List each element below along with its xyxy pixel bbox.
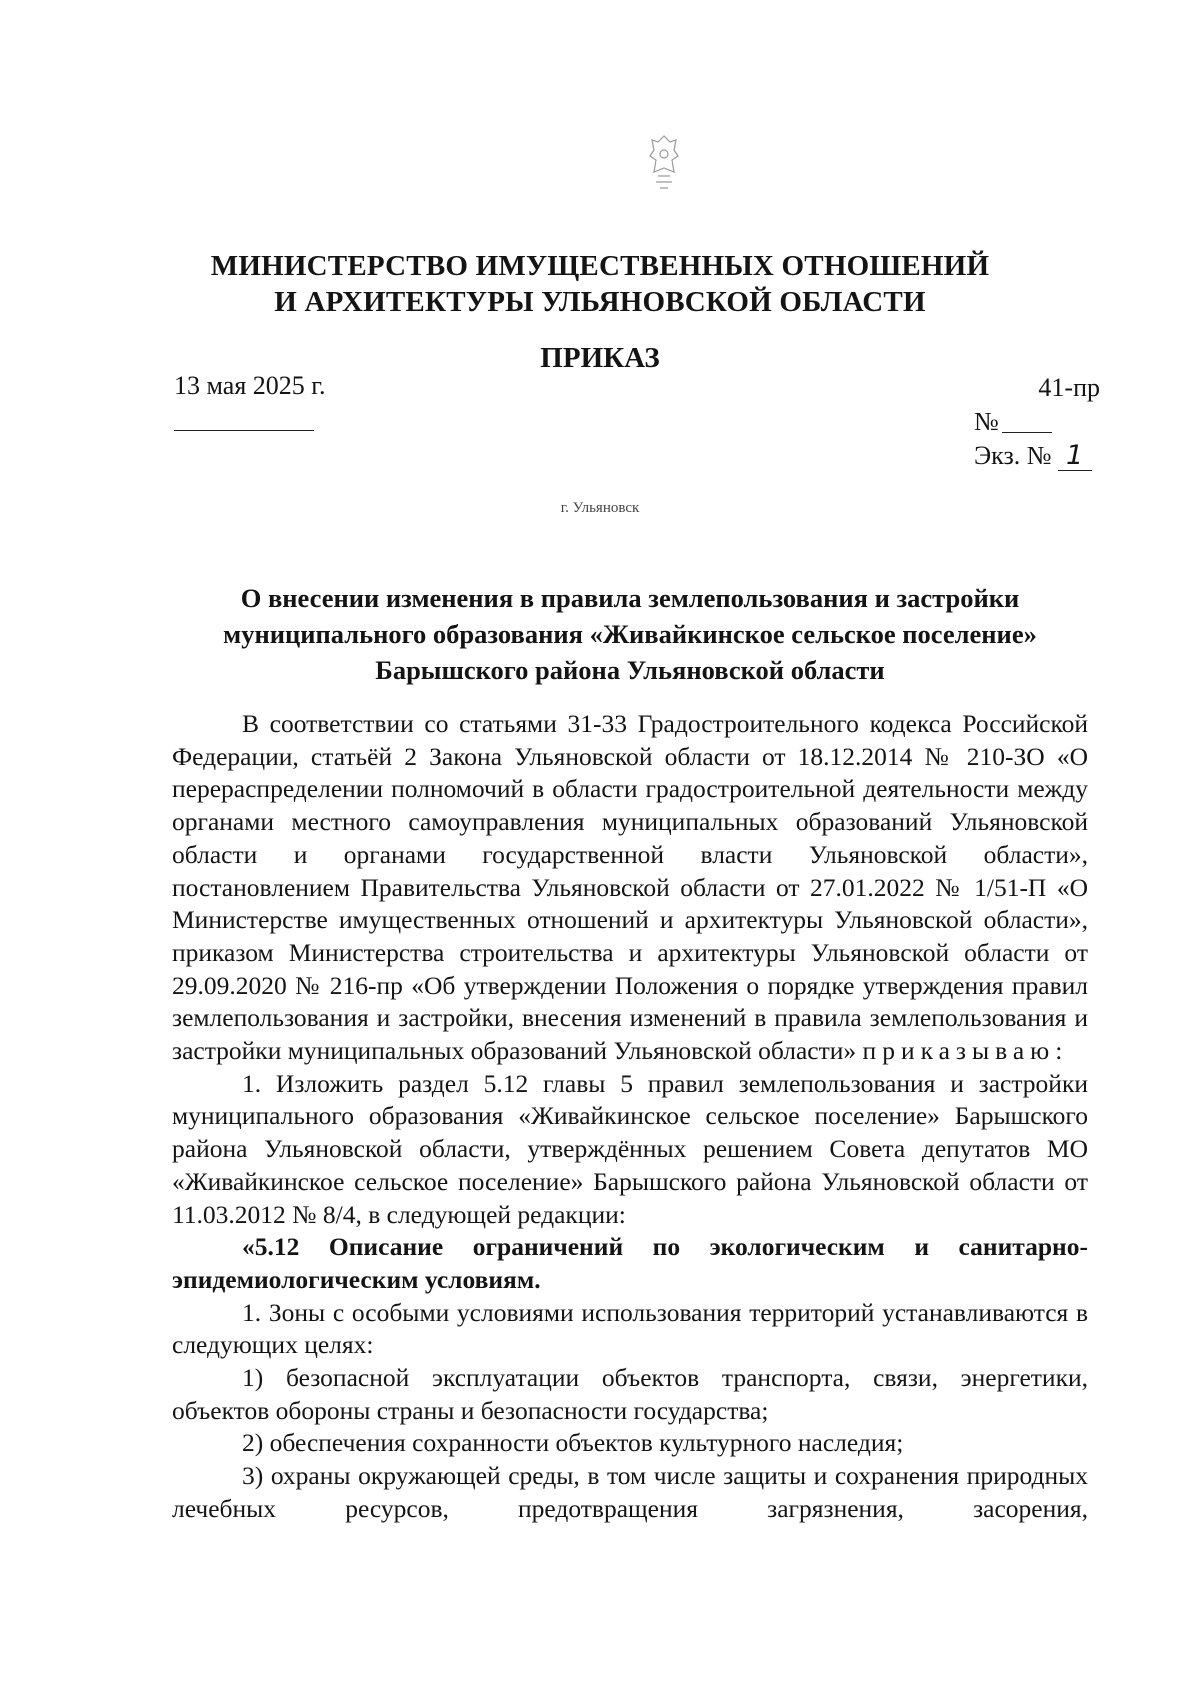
order-date: 13 мая 2025 г. bbox=[174, 371, 326, 400]
section-heading: «5.12 Описание ограничений по экологическим и санитарно-эпидемиологическим условиям. bbox=[172, 1232, 1088, 1294]
preamble-text: В соответствии со статьями 31-33 Градостроительного кодекса Российской Федерации, статьёй 2 Закона Ульяновской области от 18.12.2014 № 210-ЗО «О перераспределении полномочий в области градостроительной деятельности между органами местного самоуправления муниципальных образований Ульяновской области и органами государственной власти Ульяновской области», постановлением Правительства Ульяновской области от 27.01.2022 № 1/51-П «О Министерстве имущественных отношений и архитектуры Ульяновской области», приказом Министерства строительства и архитектуры Ульяновской области от 29.09.2020 № 216-пр «Об утверждении Положения о порядке утверждения правил землепользования и застройки, внесения изменений в правила землепользования и застройки муниципальных образований Ульяновской области» bbox=[172, 709, 1088, 1066]
copy-label: Экз. № bbox=[974, 441, 1052, 470]
date-underline bbox=[174, 430, 314, 431]
title-line1: О внесении изменения в правила землепользования и застройки bbox=[240, 583, 1020, 613]
purpose-1-paragraph: 1) безопасной эксплуатации объектов транспорта, связи, энергетики, объектов обороны страны и безопасности государства; bbox=[172, 1363, 1088, 1425]
item-1-paragraph: 1. Изложить раздел 5.12 главы 5 правил землепользования и застройки муниципального образования «Живайкинское сельское поселение» Барышского района Ульяновской области, утверждённых решением Совета депутатов МО «Живайкинское сельское поселение» Барышского района Ульяновской области от 11.03.2012 № 8/4, в следующей редакции: bbox=[172, 1068, 1088, 1229]
title-line3: Барышского района Ульяновской области bbox=[375, 655, 885, 685]
copy-number-line bbox=[974, 440, 1092, 472]
coat-of-arms-icon bbox=[644, 132, 684, 192]
order-number: 41-пр bbox=[1038, 373, 1100, 402]
document-body bbox=[172, 708, 1088, 1526]
copy-number: 1 bbox=[1058, 442, 1092, 471]
number-underline bbox=[1002, 432, 1052, 433]
document-title bbox=[170, 580, 1090, 688]
purpose-2-paragraph: 2) обеспечения сохранности объектов культурного наследия; bbox=[242, 1428, 904, 1458]
purpose-3-paragraph: 3) охраны окружающей среды, в том числе защиты и сохранения природных лечебных ресурсов, предотвращения загрязнения, засорения, bbox=[172, 1461, 1088, 1523]
document-type: ПРИКАЗ bbox=[540, 342, 660, 374]
zones-intro-paragraph: 1. Зоны с особыми условиями использования территорий устанавливаются в следующих целях: bbox=[172, 1297, 1088, 1360]
city-name: г. Ульяновск bbox=[560, 500, 640, 516]
title-line2: муниципального образования «Живайкинское сельское поселение» bbox=[223, 619, 1037, 649]
ministry-name-line2: И АРХИТЕКТУРЫ УЛЬЯНОВСКОЙ ОБЛАСТИ bbox=[274, 286, 926, 318]
preamble-paragraph bbox=[172, 708, 1088, 1068]
order-word: приказываю: bbox=[862, 1036, 1069, 1066]
ministry-name-line1: МИНИСТЕРСТВО ИМУЩЕСТВЕННЫХ ОТНОШЕНИЙ bbox=[210, 250, 990, 282]
number-sign: № bbox=[974, 407, 999, 436]
